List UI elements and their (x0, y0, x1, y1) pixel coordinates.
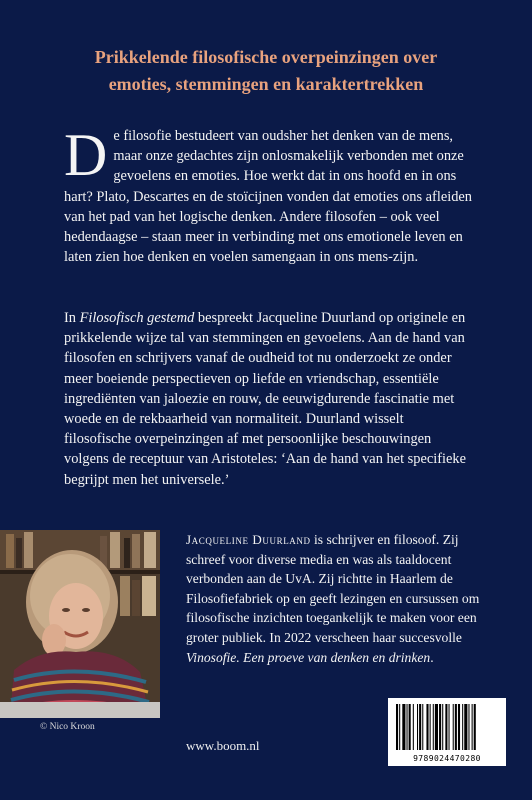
barcode-bar (458, 704, 460, 750)
summary-prefix: In (64, 310, 80, 326)
back-cover-subtitle (40, 44, 492, 98)
summary-text: bespreekt Jacqueline Duurland op originele en prikkelende wijze tal van stemmingen en gevoelens. Aan de hand van filosofen en schrijvers vanaf de oudheid tot nu onderzoekt ze onder meer boeiende perspectieven op liefde en vriendschap, essentiële ingrediënten van jaloezie en rouw, de eeuwigdurende fascinatie met woede en de rekbaarheid van normaliteit. Duurland wisselt filosofische overpeinzingen af met persoonlijke beschouwingen volgens de receptuur van Aristoteles: ‘Aan de hand van het specifieke begrijpt men het universele.’ (64, 310, 466, 488)
publisher-website[interactable]: www.boom.nl (186, 738, 260, 753)
barcode-bar (464, 704, 467, 750)
barcode-bar (407, 704, 408, 750)
isbn-barcode (388, 698, 506, 766)
author-name: Jacqueline Duurland (186, 532, 311, 547)
barcode-bar (396, 704, 398, 750)
barcode-bar (468, 704, 469, 750)
barcode-bar (445, 704, 447, 750)
barcode-bar (435, 704, 438, 750)
drop-cap: D (64, 122, 108, 188)
subtitle-line-1: Prikkelende filosofische overpeinzingen over (94, 47, 438, 67)
barcode-bar (462, 704, 463, 750)
intro-paragraph-text: e filosofie bestudeert van oudsher het denken van de mens, maar onze gedachtes zijn onlosmakelijk verbonden met onze gevoelens en emoties. Hoe werkt dat in ons hoofd en in ons hart? Plato, Descartes en de stoïcijnen vonden dat emoties ons afleiden van het pad van het logische denken. Andere filosofen – ook veel hedendaagse – staan meer in verbinding met ons emotionele leven en laten zien hoe denken en voelen samengaan in ons mens-zijn. (64, 128, 473, 266)
barcode-bar (422, 704, 423, 750)
author-bio-text: is schrijver en filosoof. Zij schreef voor diverse media en was als taaldocent verbonden aan de UvA. Zij richtte in Haarlem de Filosofiefabriek op en geeft lezingen en cursussen om filosofische inzichten toegankelijk te maken voor een groter publiek. In 2022 verscheen haar succesvolle (186, 532, 480, 645)
barcode-bar (402, 704, 405, 750)
barcode-bar (417, 704, 418, 750)
barcode-bars (388, 698, 506, 754)
author-bio-end: . (430, 649, 434, 665)
summary-paragraph (64, 308, 472, 490)
author-portrait-image (0, 530, 160, 718)
barcode-bar (474, 704, 476, 750)
book-title: Filosofisch gestemd (79, 310, 195, 326)
barcode-bar (426, 704, 428, 750)
barcode-bar (433, 704, 434, 750)
previous-book-title: Vinosofie. Een proeve van denken en drinken (186, 649, 431, 665)
isbn-number: 9789024470280 (413, 754, 481, 763)
barcode-bar (472, 704, 473, 750)
barcode-bar (455, 704, 457, 750)
intro-paragraph (64, 122, 473, 267)
barcode-bar (413, 704, 414, 750)
photo-credit: © Nico Kroon (40, 722, 95, 732)
subtitle-line-2: emoties, stemmingen en karaktertrekken (108, 74, 424, 94)
author-bio (186, 530, 496, 667)
barcode-bar (419, 704, 421, 750)
barcode-bar (409, 704, 411, 750)
author-photo (0, 530, 160, 718)
barcode-bar (399, 704, 400, 750)
barcode-bar (453, 704, 454, 750)
barcode-bar (449, 704, 450, 750)
barcode-bar (430, 704, 431, 750)
barcode-bar (439, 704, 441, 750)
barcode-bar (442, 704, 443, 750)
